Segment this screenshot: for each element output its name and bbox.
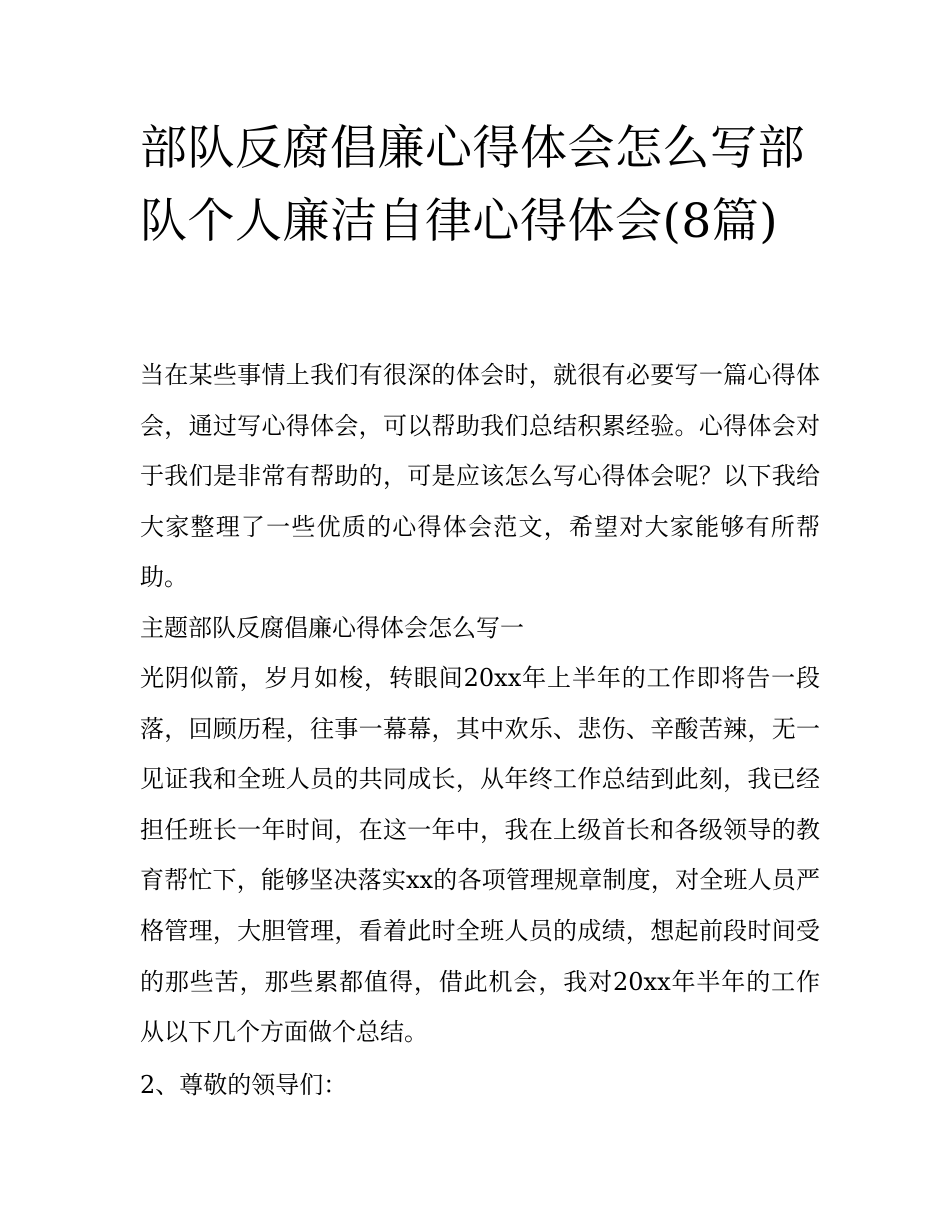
section-body-paragraph: 光阴似箭，岁月如梭，转眼间20xx年上半年的工作即将告一段落，回顾历程，往事一幕幕，其中欢乐、悲伤、辛酸苦辣，无一见证我和全班人员的共同成长，从年终工作总结到此刻，我已经担任班长一年时间，在这一年中，我在上级首长和各级领导的教育帮忙下，能够坚决落实xx的各项管理规章制度，对全班人员严格管理，大胆管理，看着此时全班人员的成绩，想起前段时间受的那些苦，那些累都值得，借此机会，我对20xx年半年的工作从以下几个方面做个总结。: [140, 663, 820, 1047]
document-body: [140, 350, 820, 1110]
document-title: 部队反腐倡廉心得体会怎么写部队个人廉洁自律心得体会(8篇): [140, 121, 805, 249]
intro-paragraph: 当在某些事情上我们有很深的体会时，就很有必要写一篇心得体会，通过写心得体会，可以帮助我们总结积累经验。心得体会对于我们是非常有帮助的，可是应该怎么写心得体会呢？以下我给大家整理了一些优质的心得体会范文，希望对大家能够有所帮助。: [140, 361, 820, 592]
numbered-line: 2、尊敬的领导们：: [140, 1070, 348, 1099]
section-heading: 主题部队反腐倡廉心得体会怎么写一: [140, 613, 524, 642]
